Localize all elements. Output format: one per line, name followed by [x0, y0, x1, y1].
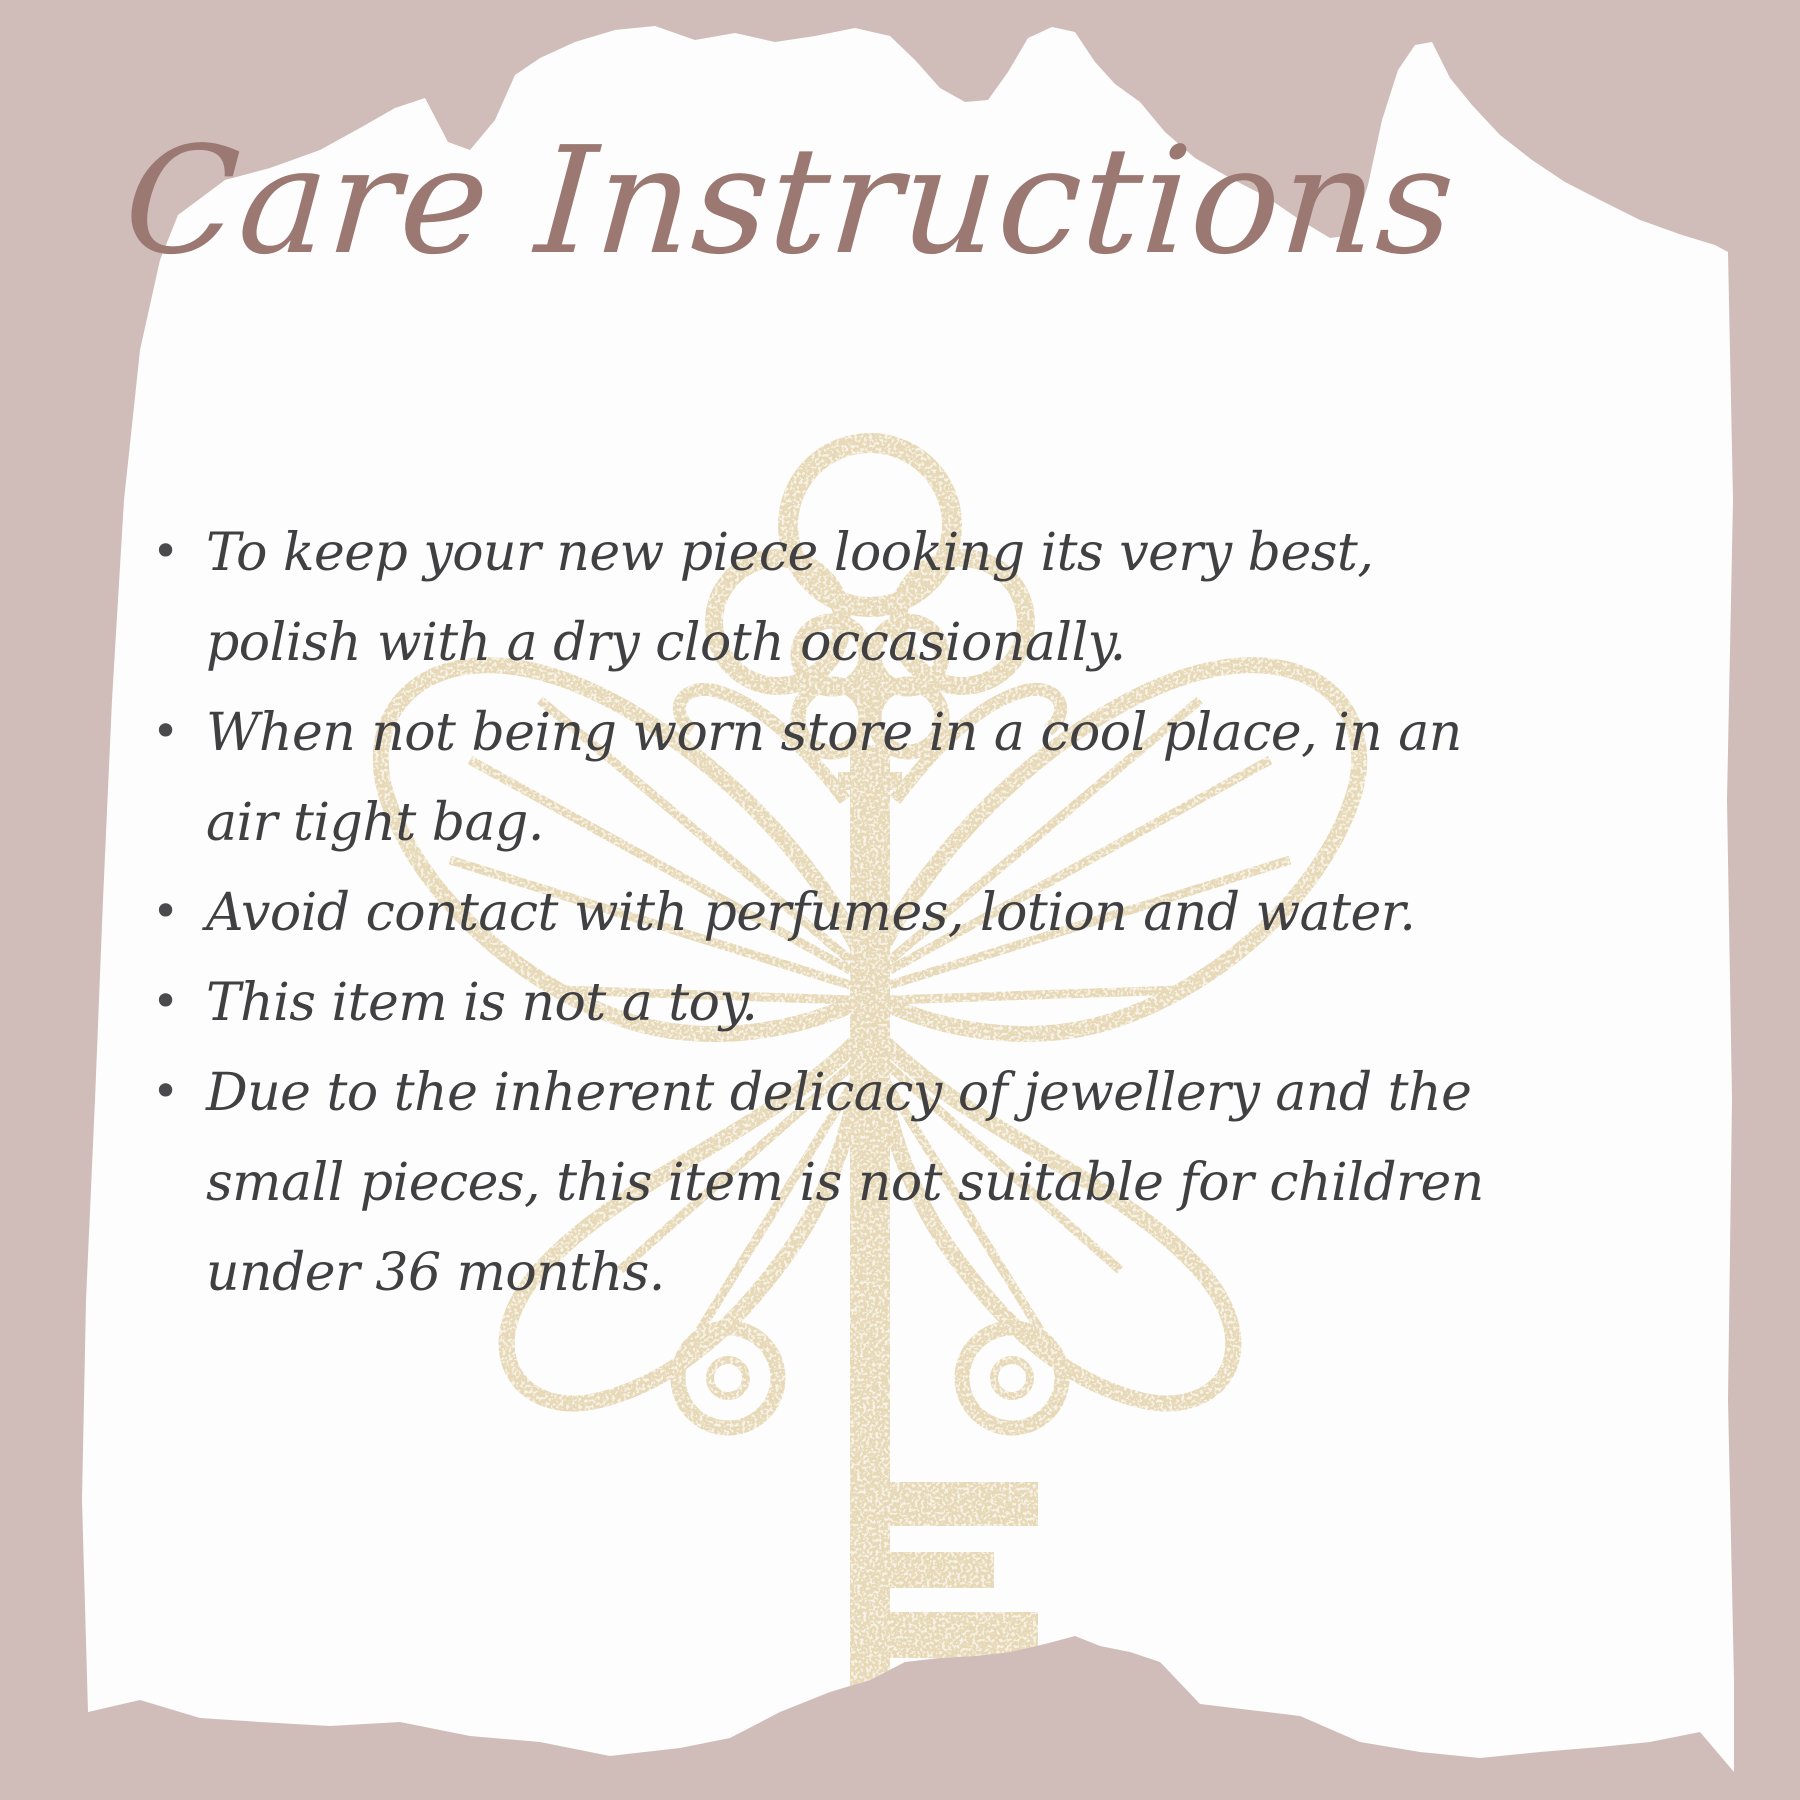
care-instruction-item [148, 1048, 1516, 1318]
care-instruction-text: To keep your new piece looking its very best, polish with a dry cloth occasionally. [206, 523, 1374, 673]
care-instructions-list [148, 508, 1516, 1318]
bullet-icon: • [152, 704, 179, 758]
bullet-icon: • [152, 974, 179, 1028]
care-instruction-text: This item is not a toy. [206, 973, 758, 1033]
page-title: Care Instructions [119, 115, 1461, 287]
bullet-icon: • [152, 1064, 179, 1118]
care-instruction-item [148, 868, 1516, 958]
care-instruction-text: Due to the inherent delicacy of jewellery and the small pieces, this item is not suitable for children under 36 months. [206, 1063, 1484, 1303]
care-instruction-item [148, 958, 1516, 1048]
care-instruction-item [148, 688, 1516, 868]
bullet-icon: • [152, 884, 179, 938]
care-instruction-text: When not being worn store in a cool place, in an air tight bag. [206, 703, 1462, 853]
care-instruction-text: Avoid contact with perfumes, lotion and water. [206, 883, 1416, 943]
bullet-icon: • [152, 524, 179, 578]
care-instruction-item [148, 508, 1516, 688]
